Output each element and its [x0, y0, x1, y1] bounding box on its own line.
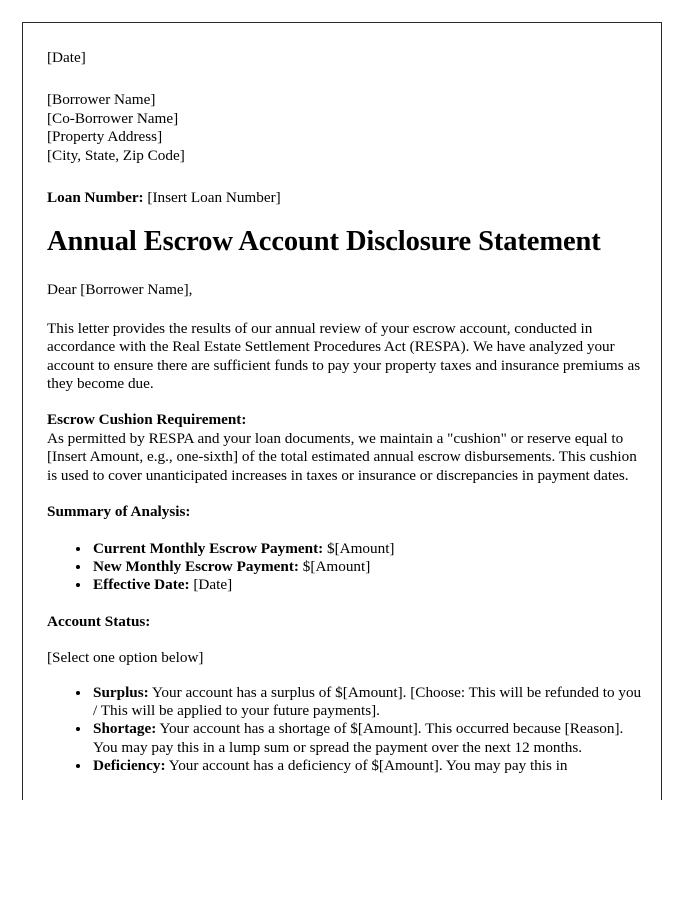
recipient-line-borrower: [Borrower Name] [47, 91, 156, 109]
recipient-line-co-borrower: [Co-Borrower Name] [47, 109, 179, 127]
list-item [91, 540, 649, 558]
loan-number-line [47, 189, 649, 207]
account-status-options-list [47, 684, 649, 776]
summary-of-analysis-list [47, 540, 649, 595]
account-status-option-text: Your account has a deficiency of $[Amount]. You may pay this in [168, 757, 568, 775]
loan-number-label: Loan Number: [47, 189, 144, 207]
page-title: Annual Escrow Account Disclosure Statement [47, 226, 601, 258]
recipient-address-block [47, 91, 649, 165]
summary-item-label: Current Monthly Escrow Payment: [93, 539, 324, 557]
account-status-option-text: Your account has a surplus of $[Amount]. [Choose: This will be refunded to you / This will be applied to your future payments]. [93, 683, 642, 719]
summary-of-analysis-heading: Summary of Analysis: [47, 503, 191, 521]
salutation: Dear [Borrower Name], [47, 281, 193, 299]
date-placeholder: [Date] [47, 49, 86, 66]
document-page [22, 22, 662, 800]
list-item [91, 757, 649, 775]
summary-item-label: Effective Date: [93, 576, 190, 594]
escrow-cushion-paragraph: As permitted by RESPA and your loan documents, we maintain a "cushion" or reserve equal to [Insert Amount, e.g., one-sixth] of the total estimated annual escrow disbursements. This cushion is used to cover unanticipated increases in taxes or insurance or discrepancies in payment dates. [47, 429, 637, 484]
account-status-option-label: Surplus: [93, 683, 149, 701]
list-item [91, 684, 649, 721]
account-status-option-label: Shortage: [93, 720, 157, 738]
loan-number-value: [Insert Loan Number] [147, 189, 281, 207]
list-item [91, 720, 649, 757]
account-status-option-label: Deficiency: [93, 757, 166, 775]
escrow-cushion-heading: Escrow Cushion Requirement: [47, 411, 247, 429]
summary-item-label: New Monthly Escrow Payment: [93, 557, 299, 575]
summary-item-value: $[Amount] [326, 539, 395, 557]
summary-item-value: $[Amount] [302, 557, 371, 575]
recipient-line-property-address: [Property Address] [47, 128, 163, 146]
summary-item-value: [Date] [193, 576, 233, 594]
list-item [91, 558, 649, 576]
account-status-select-note: [Select one option below] [47, 649, 204, 667]
intro-paragraph: This letter provides the results of our annual review of your escrow account, conducted in accordance with the Real Estate Settlement Procedures Act (RESPA). We have analyzed your account to ensure there are sufficient funds to pay your property taxes and insurance premiums as they become due. [47, 319, 641, 393]
account-status-heading: Account Status: [47, 612, 151, 630]
document-body [23, 23, 661, 776]
list-item [91, 576, 649, 594]
account-status-option-text: Your account has a shortage of $[Amount]. This occurred because [Reason]. You may pay this in a lump sum or spread the payment over the next 12 months. [93, 720, 624, 756]
recipient-line-city-state-zip: [City, State, Zip Code] [47, 146, 185, 164]
